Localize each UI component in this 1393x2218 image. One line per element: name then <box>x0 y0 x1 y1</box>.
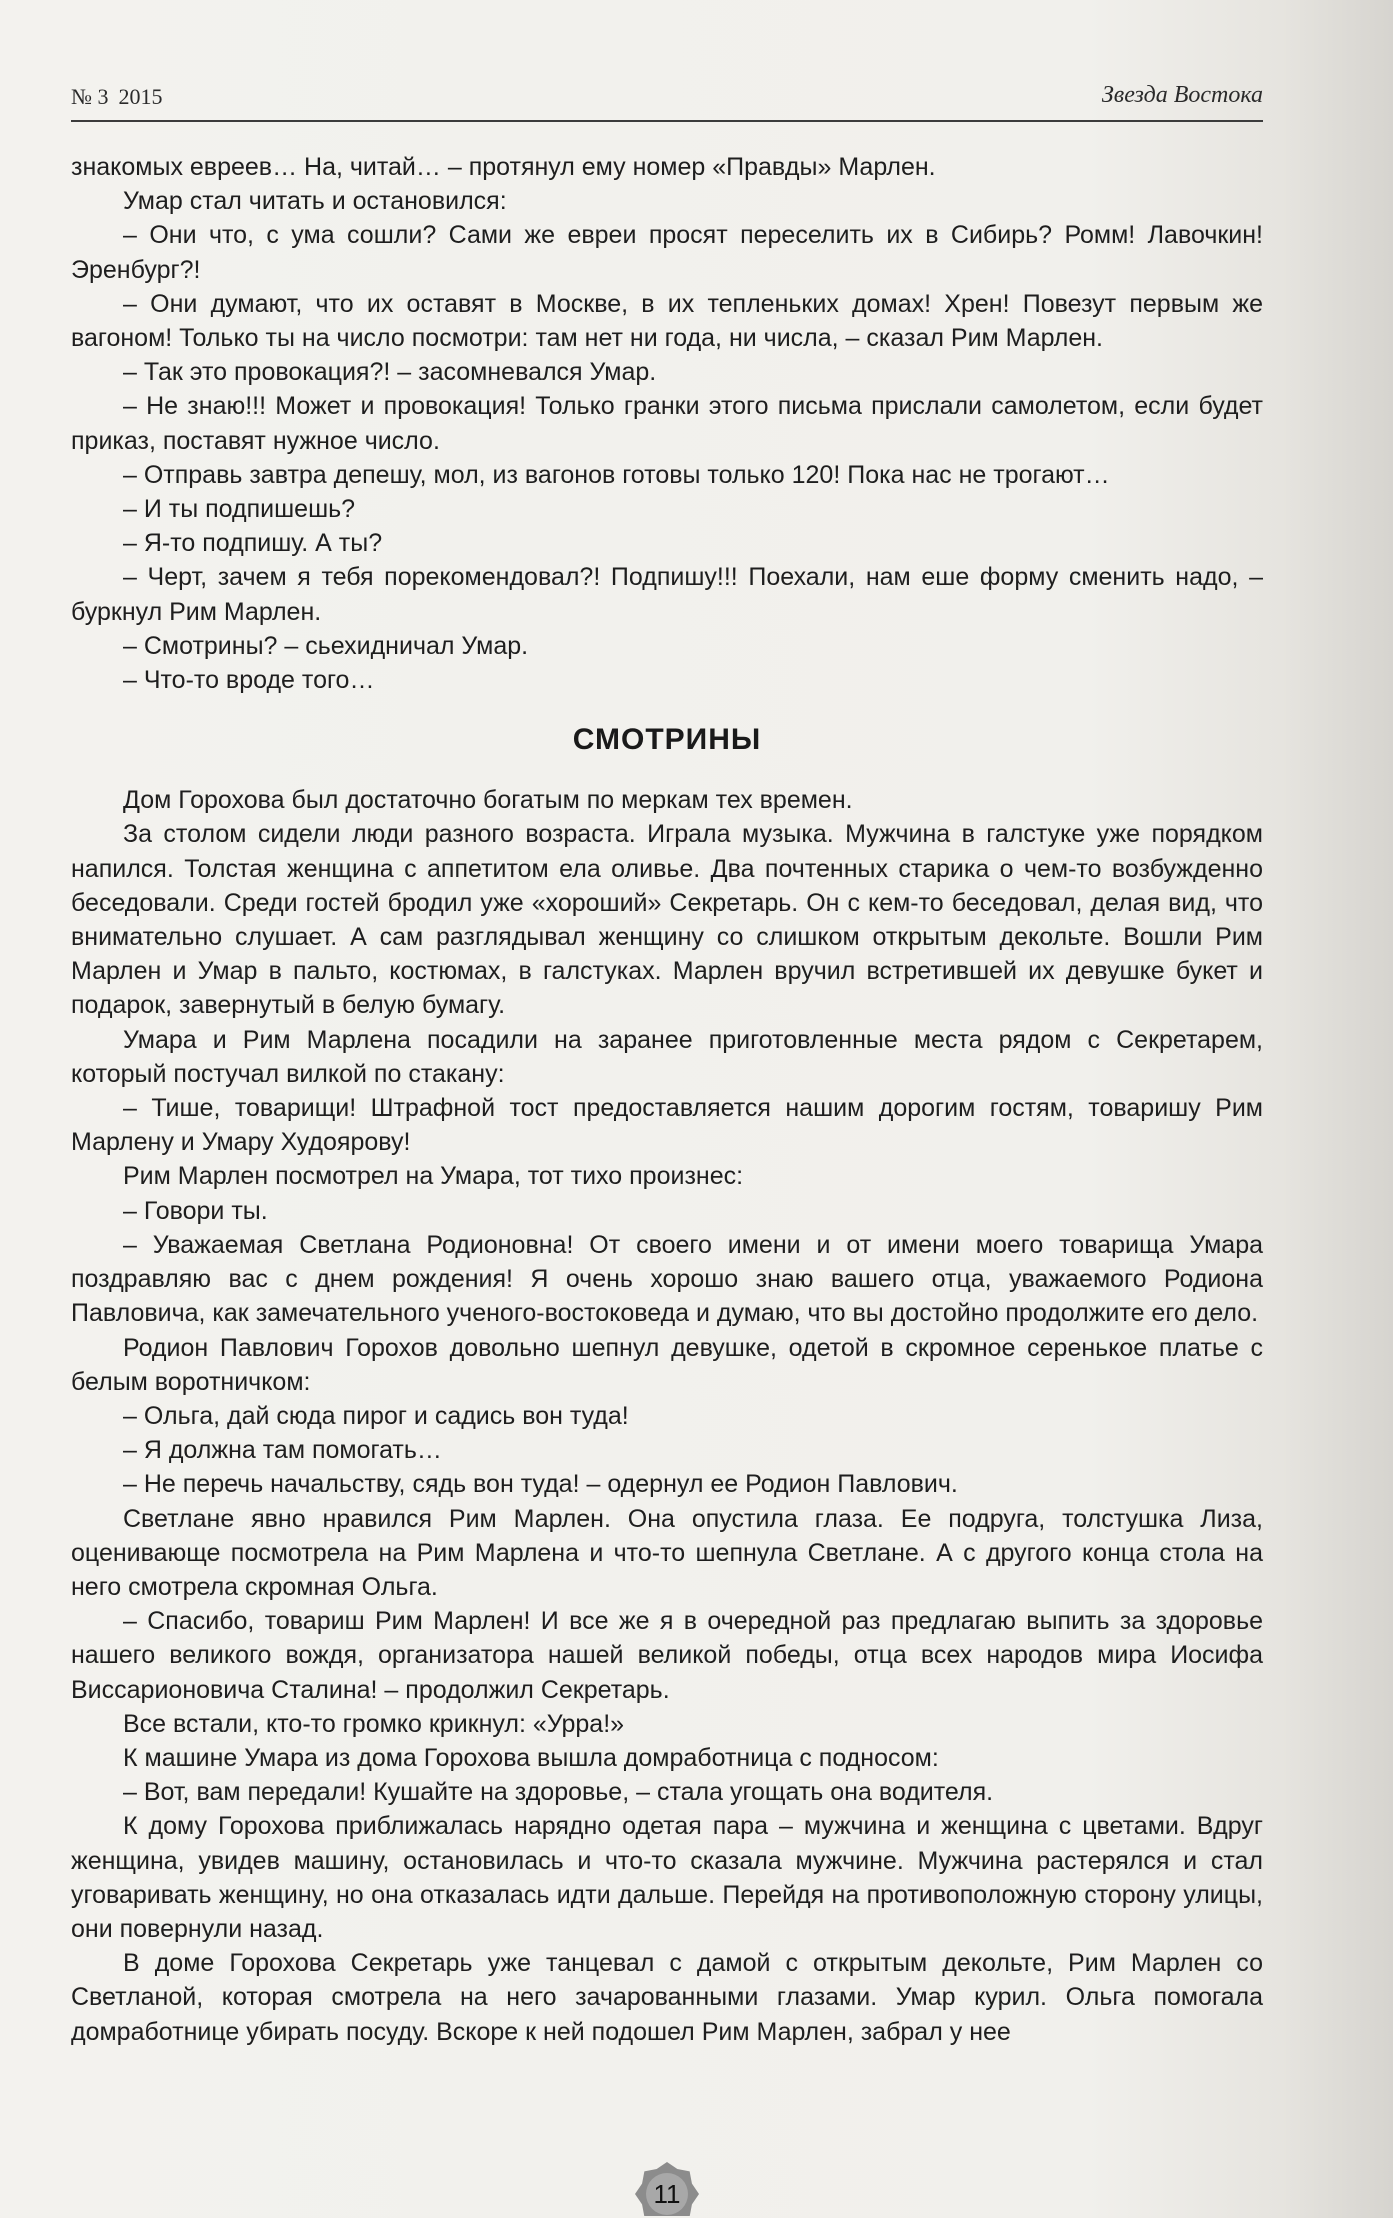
dialogue-line: – Ольга, дай сюда пирог и садись вон туда! <box>123 1401 629 1430</box>
dialogue-line: – Тише, товарищи! Штрафной тост предоставляется нашим дорогим гостям, товаришу Рим Марлену и Умару Худоярову! <box>71 1094 1263 1157</box>
dialogue-line: – Смотрины? – сьехидничал Умар. <box>123 631 529 660</box>
issue-year: 2015 <box>118 84 163 109</box>
dialogue-line: – Отправь завтра депешу, мол, из вагонов готовы только 120! Пока нас не трогают… <box>123 460 1110 489</box>
running-header <box>71 82 1263 114</box>
star-ornament-icon <box>625 2162 709 2216</box>
dialogue-line: – Вот, вам передали! Кушайте на здоровье, – стала угощать она водителя. <box>123 1778 994 1807</box>
dialogue-line: – Не знаю!!! Может и провокация! Только гранки этого письма прислали самолетом, если будет приказ, поставят нужное число. <box>71 392 1263 455</box>
paragraph: Дом Горохова был достаточно богатым по меркам тех времен. <box>123 786 853 815</box>
paragraph: Умара и Рим Марлена посадили на заранее приготовленные места рядом с Секретарем, который постучал вилкой по стакану: <box>71 1025 1263 1088</box>
dialogue-line: – И ты подпишешь? <box>123 495 356 524</box>
dialogue-line: – Что-то вроде того… <box>123 666 375 695</box>
paragraph: Родион Павлович Горохов довольно шепнул девушке, одетой в скромное серенькое платье с белым воротничком: <box>71 1333 1263 1396</box>
dialogue-line: – Спасибо, товариш Рим Марлен! И все же я в очередной раз предлагаю выпить за здоровье нашего великого вождя, организатора нашей великой победы, отца всех народов мира Иосифа Виссарионовича Сталина! – продолжил Секретарь. <box>71 1607 1263 1704</box>
paragraph: Рим Марлен посмотрел на Умара, тот тихо произнес: <box>123 1162 744 1191</box>
paragraph: К машине Умара из дома Горохова вышла домработница с подносом: <box>123 1743 939 1772</box>
dialogue-line: – Они что, с ума сошли? Сами же евреи просят переселить их в Сибирь? Ромм! Лавочкин! Эренбург?! <box>71 221 1263 284</box>
issue-label: № 3 <box>71 84 109 109</box>
dialogue-line: – Говори ты. <box>123 1196 268 1225</box>
header-rule <box>71 120 1263 122</box>
article-body <box>71 150 1263 2049</box>
dialogue-line: – Я должна там помогать… <box>123 1436 442 1465</box>
dialogue-line: – Уважаемая Светлана Родионовна! От своего имени и от имени моего товарища Умара поздравляю вас с днем рождения! Я очень хорошо знаю вашего отца, уважаемого Родиона Павловича, как замечательного ученого-востоковеда и думаю, что вы достойно продолжите его дело. <box>71 1230 1263 1328</box>
page-number: 11 <box>653 2179 681 2209</box>
paragraph: В доме Горохова Секретарь уже танцевал с дамой с открытым декольте, Рим Марлен со Светланой, которая смотрела на него зачарованными глазами. Умар курил. Ольга помогала домработнице убирать посуду. Вскоре к ней подошел Рим Марлен, забрал у нее <box>71 1949 1263 2046</box>
section-heading: СМОТРИНЫ <box>572 723 762 757</box>
dialogue-line: – Черт, зачем я тебя порекомендовал?! Подпишу!!! Поехали, нам еше форму сменить надо, – буркнул Рим Марлен. <box>71 563 1263 626</box>
dialogue-line: – Не перечь начальству, сядь вон туда! – одернул ее Родион Павлович. <box>123 1470 958 1499</box>
paragraph: Светлане явно нравился Рим Марлен. Она опустила глаза. Ее подруга, толстушка Лиза, оценивающе посмотрела на Рим Марлена и что-то шепнула Светлане. А с другого конца стола на него смотрела скромная Ольга. <box>71 1504 1263 1601</box>
dialogue-line: – Они думают, что их оставят в Москве, в их тепленьких домах! Хрен! Повезут первым же вагоном! Только ты на число посмотри: там нет ни года, ни числа, – сказал Рим Марлен. <box>71 289 1263 353</box>
dialogue-line: – Так это провокация?! – засомневался Умар. <box>123 358 657 387</box>
paragraph: Умар стал читать и остановился: <box>123 187 507 216</box>
issue-number <box>71 84 163 110</box>
paragraph: знакомых евреев… На, читай… – протянул ему номер «Правды» Марлен. <box>71 153 936 181</box>
dialogue-line: – Я-то подпишу. А ты? <box>123 529 383 558</box>
paragraph: Все встали, кто-то громко крикнул: «Урра!» <box>123 1709 625 1738</box>
page-number-badge <box>625 2162 709 2216</box>
paragraph: К дому Горохова приближалась нарядно одетая пара – мужчина и женщина с цветами. Вдруг женщина, увидев машину, остановилась и что-то сказала мужчине. Мужчина растерялся и стал уговаривать женщину, но она отказалась идти дальше. Перейдя на противоположную сторону улицы, они повернули назад. <box>71 1812 1263 1943</box>
paragraph: За столом сидели люди разного возраста. Играла музыка. Мужчина в галстуке уже порядком напился. Толстая женщина с аппетитом ела оливье. Два почтенных старика о чем-то возбужденно беседовали. Среди гостей бродил уже «хороший» Секретарь. Он с кем-то беседовал, делая вид, что внимательно слушает. А сам разглядывал женщину со слишком открытым декольте. Вошли Рим Марлен и Умар в пальто, костюмах, в галстуках. Марлен вручил встретившей их девушке букет и подарок, завернутый в белую бумагу. <box>71 820 1263 1020</box>
journal-title: Звезда Востока <box>1101 82 1263 108</box>
